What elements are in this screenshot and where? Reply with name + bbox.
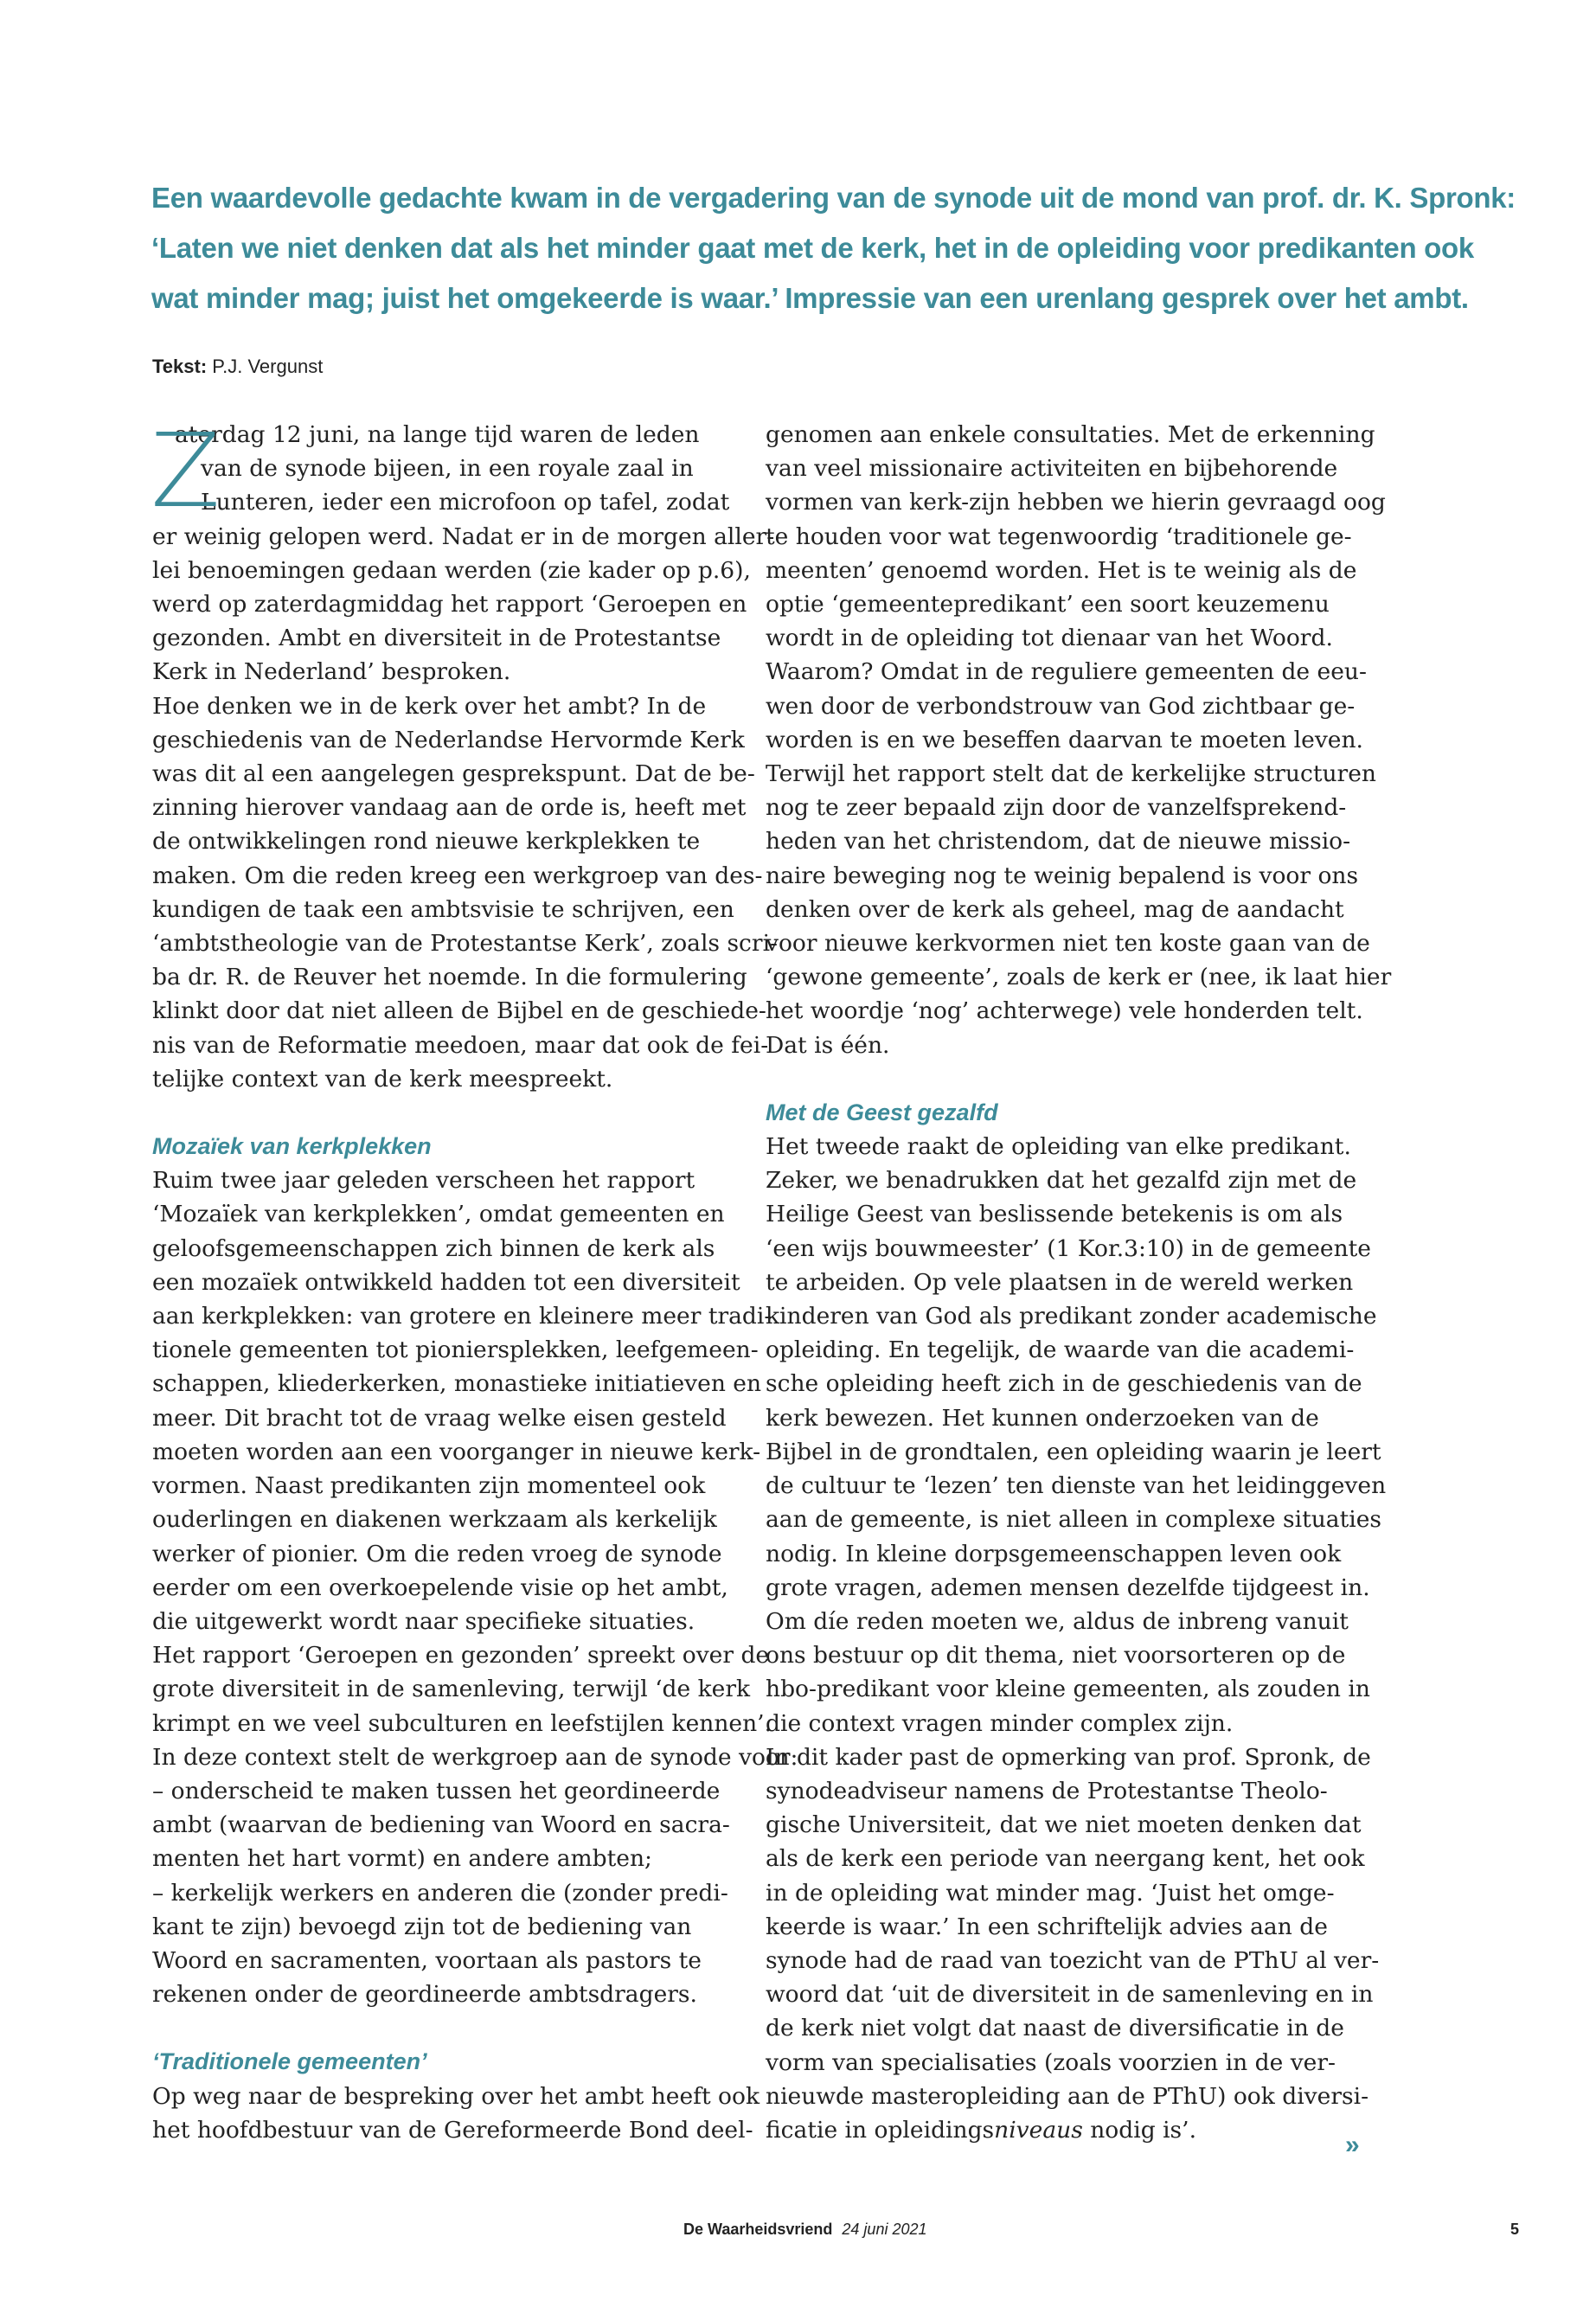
magazine-name: De Waarheidsvriend bbox=[683, 2221, 833, 2238]
text-line: geloofsgemeenschappen zich binnen de kerk als bbox=[152, 1234, 715, 1262]
text-line: Kerk in Nederland’ besproken. bbox=[152, 658, 511, 686]
text-line: hbo-predikant voor kleine gemeenten, als zouden in bbox=[766, 1676, 1370, 1703]
text-line: van de synode bijeen, in een royale zaal in bbox=[201, 455, 694, 483]
text-line: ouderlingen en diakenen werkzaam als kerkelijk bbox=[152, 1506, 717, 1534]
text-line: grote diversiteit in de samenleving, terwijl ‘de kerk bbox=[152, 1676, 751, 1703]
intro-line: wat minder mag; juist het omgekeerde is waar.’ Impressie van een urenlang gesprek over het ambt. bbox=[151, 282, 1469, 314]
text-line: te houden voor wat tegenwoordig ‘traditionele ge- bbox=[766, 522, 1352, 550]
continue-marker: » bbox=[1345, 2131, 1360, 2159]
intro-line: ‘Laten we niet denken dat als het minder gaat met de kerk, het in de opleiding voor predikanten ook bbox=[151, 232, 1474, 264]
text-line: Terwijl het rapport stelt dat de kerkelijke structuren bbox=[766, 760, 1376, 788]
text-line: eerder om een overkoepelende visie op het ambt, bbox=[152, 1574, 728, 1601]
text-line: sche opleiding heeft zich in de geschiedenis van de bbox=[766, 1370, 1362, 1398]
text-line: werker of pionier. Om die reden vroeg de synode bbox=[152, 1540, 722, 1567]
text-line: wordt in de opleiding tot dienaar van het Woord. bbox=[766, 625, 1333, 652]
text-line: nog te zeer bepaald zijn door de vanzelfsprekend- bbox=[766, 794, 1347, 822]
page-number: 5 bbox=[1510, 2221, 1520, 2238]
text-line: schappen, kliederkerken, monastieke initiatieven en bbox=[152, 1370, 762, 1398]
text-line: nieuwde masteropleiding aan de PThU) ook diversi- bbox=[766, 2082, 1369, 2110]
text-line: vormen. Naast predikanten zijn momenteel ook bbox=[152, 1472, 706, 1500]
text-line: Het tweede raakt de opleiding van elke predikant. bbox=[766, 1133, 1351, 1161]
dropcap-letter: Z bbox=[151, 411, 221, 530]
text-line: Dat is één. bbox=[766, 1031, 890, 1059]
text-line: kundigen de taak een ambtsvisie te schrijven, een bbox=[152, 895, 734, 923]
text-line: grote vragen, ademen mensen dezelfde tijdgeest in. bbox=[766, 1574, 1370, 1601]
text-line: aan kerkplekken: van grotere en kleinere meer tradi- bbox=[152, 1303, 772, 1330]
text-line: kant te zijn) bevoegd zijn tot de bediening van bbox=[152, 1913, 692, 1940]
text-line: klinkt door dat niet alleen de Bijbel en de geschiede- bbox=[152, 997, 766, 1025]
text-line: Heilige Geest van beslissende betekenis is om als bbox=[766, 1201, 1343, 1228]
text-line: krimpt en we veel subculturen en leefstijlen kennen’. bbox=[152, 1709, 772, 1737]
text-line: te arbeiden. Op vele plaatsen in de wereld werken bbox=[766, 1268, 1354, 1296]
section-heading: Mozaïek van kerkplekken bbox=[152, 1133, 432, 1160]
text-line: Waarom? Omdat in de reguliere gemeenten de eeu- bbox=[766, 658, 1367, 686]
text-line: ‘ambtstheologie van de Protestantse Kerk’, zoals scri- bbox=[152, 930, 778, 958]
text-line: – kerkelijk werkers en anderen die (zonder predi- bbox=[152, 1879, 728, 1907]
text-line: als de kerk een periode van neergang kent, het ook bbox=[766, 1845, 1365, 1873]
text-line: was dit al een aangelegen gesprekspunt. Dat de be- bbox=[152, 760, 755, 788]
text-line: woord dat ‘uit de diversiteit in de samenleving en in bbox=[766, 1981, 1374, 2009]
text-line: Lunteren, ieder een microfoon op tafel, zodat bbox=[201, 489, 730, 516]
text-line: nodig. In kleine dorpsgemeenschappen leven ook bbox=[766, 1540, 1342, 1567]
text-line: de cultuur te ‘lezen’ ten dienste van het leidinggeven bbox=[766, 1472, 1387, 1500]
text-line: gezonden. Ambt en diversiteit in de Protestantse bbox=[152, 625, 721, 652]
text-line: moeten worden aan een voorganger in nieuwe kerk- bbox=[152, 1438, 761, 1465]
text-line: het woordje ‘nog’ achterwege) vele honderden telt. bbox=[766, 997, 1363, 1025]
text-line: Woord en sacramenten, voortaan als pastors te bbox=[152, 1946, 702, 1974]
text-line: nis van de Reformatie meedoen, maar dat ook de fei- bbox=[152, 1031, 769, 1059]
text-line: keerde is waar.’ In een schriftelijk advies aan de bbox=[766, 1913, 1328, 1940]
right-column bbox=[766, 418, 1392, 2147]
text-line: Op weg naar de bespreking over het ambt heeft ook bbox=[152, 2082, 760, 2110]
text-line: genomen aan enkele consultaties. Met de erkenning bbox=[766, 421, 1375, 448]
byline bbox=[152, 356, 323, 378]
footer bbox=[683, 2221, 927, 2239]
text-line: Het rapport ‘Geroepen en gezonden’ spreekt over de bbox=[152, 1642, 770, 1670]
text-line: ons bestuur op dit thema, niet voorsorteren op de bbox=[766, 1642, 1346, 1670]
text-line: Bijbel in de grondtalen, een opleiding waarin je leert bbox=[766, 1438, 1381, 1465]
section-heading: ‘Traditionele gemeenten’ bbox=[152, 2048, 427, 2075]
text-line: ambt (waarvan de bediening van Woord en sacra- bbox=[152, 1811, 730, 1839]
text-line: naire beweging nog te weinig bepalend is voor ons bbox=[766, 862, 1359, 889]
intro-line: Een waardevolle gedachte kwam in de vergadering van de synode uit de mond van prof. dr. K. Spronk: bbox=[151, 182, 1516, 214]
text-line: in de opleiding wat minder mag. ‘Juist het omge- bbox=[766, 1879, 1335, 1907]
text-line: ‘Mozaïek van kerkplekken’, omdat gemeenten en bbox=[152, 1201, 725, 1228]
text-line: kerk bewezen. Het kunnen onderzoeken van de bbox=[766, 1404, 1319, 1432]
text-line: die uitgewerkt wordt naar specifieke situaties. bbox=[152, 1607, 695, 1635]
left-column bbox=[151, 411, 798, 2147]
text-line: opleiding. En tegelijk, de waarde van die academi- bbox=[766, 1336, 1355, 1364]
dropcap-block bbox=[151, 411, 758, 530]
text-line: meer. Dit bracht tot de vraag welke eisen gesteld bbox=[152, 1404, 727, 1432]
text-line: vorm van specialisaties (zoals voorzien in de ver- bbox=[766, 2048, 1336, 2076]
section-heading: Met de Geest gezalfd bbox=[766, 1099, 998, 1125]
text-line: rekenen onder de geordineerde ambtsdragers. bbox=[152, 1981, 697, 2009]
text-line: voor nieuwe kerkvormen niet ten koste gaan van de bbox=[766, 930, 1370, 958]
text-line: wen door de verbondstrouw van God zichtbaar ge- bbox=[766, 692, 1356, 720]
text-line: meenten’ genoemd worden. Het is te weinig als de bbox=[766, 556, 1357, 584]
intro-lead bbox=[151, 173, 1516, 324]
text-line: de kerk niet volgt dat naast de diversificatie in de bbox=[766, 2015, 1344, 2042]
text-line: optie ‘gemeentepredikant’ een soort keuzemenu bbox=[766, 591, 1330, 619]
text-line: van veel missionaire activiteiten en bijbehorende bbox=[766, 455, 1338, 483]
byline-label: Tekst: bbox=[152, 356, 208, 377]
text-line: denken over de kerk als geheel, mag de aandacht bbox=[766, 895, 1344, 923]
text-line: Om díe reden moeten we, aldus de inbreng vanuit bbox=[766, 1607, 1349, 1635]
text-line: maken. Om die reden kreeg een werkgroep van des- bbox=[152, 862, 763, 889]
text-line: aan de gemeente, is niet alleen in complexe situaties bbox=[766, 1506, 1382, 1534]
text-line: Hoe denken we in de kerk over het ambt? In de bbox=[152, 692, 707, 720]
text-line: er weinig gelopen werd. Nadat er in de morgen aller- bbox=[152, 522, 775, 550]
text-line: In dit kader past de opmerking van prof. Spronk, de bbox=[766, 1743, 1371, 1771]
text-line: zinning hierover vandaag aan de orde is, heeft met bbox=[152, 794, 747, 822]
text-line: menten het hart vormt) en andere ambten; bbox=[152, 1845, 652, 1873]
text-line: werd op zaterdagmiddag het rapport ‘Geroepen en bbox=[152, 591, 747, 619]
text-line: Zeker, we benadrukken dat het gezalfd zijn met de bbox=[766, 1167, 1357, 1195]
text-line: ‘gewone gemeente’, zoals de kerk er (nee, ik laat hier bbox=[766, 964, 1392, 991]
text-line: aterdag 12 juni, na lange tijd waren de leden bbox=[175, 421, 700, 448]
issue-date: 24 juni 2021 bbox=[842, 2221, 927, 2238]
text-line: kinderen van God als predikant zonder academische bbox=[766, 1303, 1377, 1330]
text-line: In deze context stelt de werkgroep aan de synode voor: bbox=[152, 1743, 798, 1771]
text-line: synode had de raad van toezicht van de PThU al ver- bbox=[766, 1946, 1380, 1974]
byline-author: P.J. Vergunst bbox=[212, 356, 324, 377]
text-line: – onderscheid te maken tussen het geordineerde bbox=[152, 1777, 721, 1804]
text-line: die context vragen minder complex zijn. bbox=[766, 1709, 1234, 1737]
text-line: telijke context van de kerk meespreekt. bbox=[152, 1065, 613, 1093]
text-line: heden van het christendom, dat de nieuwe missio- bbox=[766, 828, 1351, 856]
text-line: synodeadviseur namens de Protestantse Theolo- bbox=[766, 1777, 1328, 1804]
text-line: het hoofdbestuur van de Gereformeerde Bond deel- bbox=[152, 2116, 753, 2144]
text-line: geschiedenis van de Nederlandse Hervormde Kerk bbox=[152, 726, 745, 753]
text-line: vormen van kerk-zijn hebben we hierin gevraagd oog bbox=[766, 489, 1386, 516]
text-line: ‘een wijs bouwmeester’ (1 Kor.3:10) in de gemeente bbox=[766, 1234, 1371, 1262]
text-line: worden is en we beseffen daarvan te moeten leven. bbox=[766, 726, 1363, 753]
text-line: de ontwikkelingen rond nieuwe kerkplekken te bbox=[152, 828, 701, 856]
text-line: een mozaïek ontwikkeld hadden tot een diversiteit bbox=[152, 1268, 740, 1296]
text-line: ba dr. R. de Reuver het noemde. In die formulering bbox=[152, 964, 747, 991]
text-line: ficatie in opleidingsniveaus nodig is’. bbox=[766, 2116, 1197, 2144]
text-line: tionele gemeenten tot pioniersplekken, leefgemeen- bbox=[152, 1336, 759, 1364]
text-line: Ruim twee jaar geleden verscheen het rapport bbox=[152, 1167, 695, 1195]
text-line: lei benoemingen gedaan werden (zie kader op p.6), bbox=[152, 556, 751, 584]
text-line: gische Universiteit, dat we niet moeten denken dat bbox=[766, 1811, 1362, 1839]
